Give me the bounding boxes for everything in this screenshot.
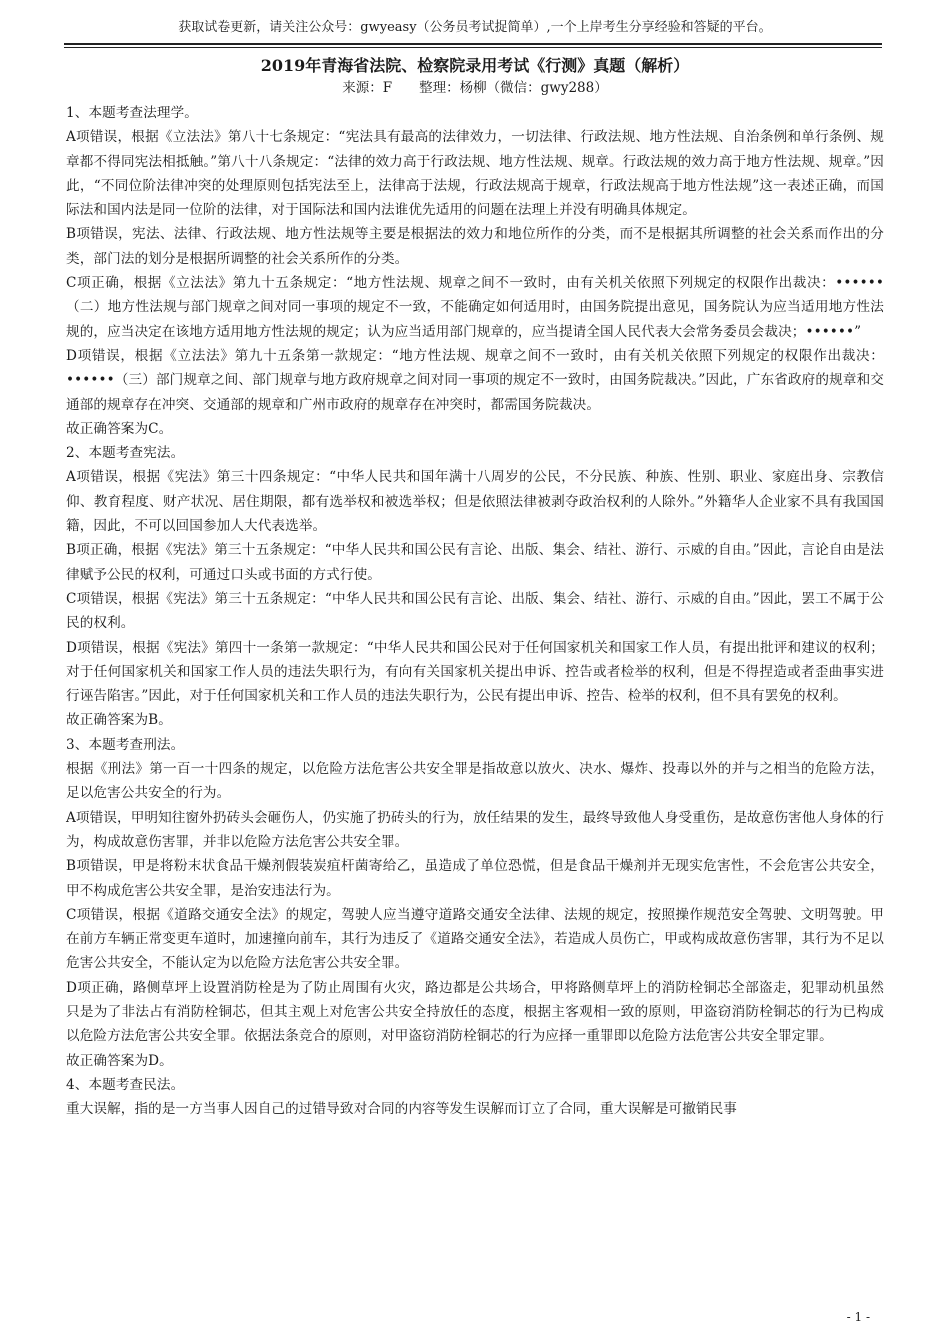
paragraph: D项错误，根据《立法法》第九十五条第一款规定：“地方性法规、规章之间不一致时，由有关机关依照下列规定的权限作出裁决：••••••（三）部门规章之间、部门规章与地方政府规章之间对同一事项的规定不一致时，由国务院裁决。”因此，广东省政府的规章和交通部的规章存在冲突、交通部的规章和广州市政府的规章存在冲突时，都需国务院裁决。 xyxy=(66,347,884,413)
paragraph: 2、本题考查宪法。 xyxy=(66,445,185,462)
paragraph: D项正确，路侧草坪上设置消防栓是为了防止周围有火灾，路边都是公共场合，甲将路侧草坪上的消防栓铜芯全部盗走，犯罪动机虽然只是为了非法占有消防栓铜芯，但其主观上对危害公共安全持放任的态度，根据主客观相一致的原则，甲盗窃消防栓铜芯的行为已构成以危险方法危害公共安全罪。依据法条竞合的原则，对甲盗窃消防栓铜芯的行为应择一重罪即以危险方法危害公共安全罪定罪。 xyxy=(66,979,884,1045)
paragraph: C项错误，根据《道路交通安全法》的规定，驾驶人应当遵守道路交通安全法律、法规的规定，按照操作规范安全驾驶、文明驾驶。甲在前方车辆正常变更车道时，加速撞向前车，其行为违反了《道路交通安全法》，若造成人员伤亡，甲或构成故意伤害罪，其行为不足以危害公共安全，不能认定为以危险方法危害公共安全罪。 xyxy=(66,906,884,972)
byline: 来源：F 整理：杨柳（微信：gwy288） xyxy=(342,80,608,96)
paragraph: 重大误解，指的是一方当事人因自己的过错导致对合同的内容等发生误解而订立了合同，重大误解是可撤销民事 xyxy=(66,1101,737,1118)
header-divider-thin xyxy=(64,47,882,48)
header-divider xyxy=(64,43,882,45)
paragraph: C项正确，根据《立法法》第九十五条规定：“地方性法规、规章之间不一致时，由有关机关依照下列规定的权限作出裁决：••••••（二）地方性法规与部门规章之间对同一事项的规定不一致，不能确定如何适用时，由国务院提出意见，国务院认为应当适用地方性法规的，应当决定在该地方适用地方性法规的规定；认为应当适用部门规章的，应当提请全国人民代表大会常务委员会裁决；••••••” xyxy=(66,275,884,340)
paragraph: A项错误，甲明知往窗外扔砖头会砸伤人，仍实施了扔砖头的行为，放任结果的发生，最终导致他人身受重伤，是故意伤害他人身体的行为，构成故意伤害罪，并非以危险方法危害公共安全罪。 xyxy=(66,809,884,850)
paragraph: B项错误，甲是将粉末状食品干燥剂假装炭疽杆菌寄给乙，虽造成了单位恐慌，但是食品干燥剂并无现实危害性，不会危害公共安全，甲不构成危害公共安全罪，是治安违法行为。 xyxy=(66,858,884,899)
paragraph: A项错误，根据《宪法》第三十四条规定：“中华人民共和国年满十八周岁的公民，不分民族、种族、性别、职业、家庭出身、宗教信仰、教育程度、财产状况、居住期限，都有选举权和被选举权；但是依照法律被剥夺政治权利的人除外。”外籍华人企业家不具有我国国籍，因此，不可以回国参加人大代表选举。 xyxy=(66,469,884,535)
paragraph: 1、本题考查法理学。 xyxy=(66,105,198,121)
paragraph: 故正确答案为C。 xyxy=(66,420,173,437)
paragraph: 4、本题考查民法。 xyxy=(66,1076,185,1093)
header-note: 获取试卷更新，请关注公众号：gwyeasy（公务员考试捉简单）,一个上岸考生分享经验和答疑的平台。 xyxy=(178,20,772,35)
paragraph: 3、本题考查刑法。 xyxy=(66,736,185,753)
paragraph: 根据《刑法》第一百一十四条的规定，以危险方法危害公共安全罪是指故意以放火、决水、爆炸、投毒以外的并与之相当的危险方法，足以危害公共安全的行为。 xyxy=(66,761,884,802)
paragraph: B项错误，宪法、法律、行政法规、地方性法规等主要是根据法的效力和地位所作的分类，而不是根据其所调整的社会关系而作出的分类，部门法的划分是根据所调整的社会关系所作的分类。 xyxy=(66,226,884,267)
paragraph: A项错误，根据《立法法》第八十七条规定：“宪法具有最高的法律效力，一切法律、行政法规、地方性法规、自治条例和单行条例、规章都不得同宪法相抵触。”第八十八条规定：“法律的效力高于行政法规、地方性法规、规章。行政法规的效力高于地方性法规、规章。”因此，“不同位阶法律冲突的处理原则包括宪法至上，法律高于法规，行政法规高于规章，行政法规高于地方性法规”这一表述正确，而国际法和国内法是同一位阶的法律，对于国际法和国内法谁优先适用的问题在法理上并没有明确具体规定。 xyxy=(66,129,884,219)
paragraph: D项错误，根据《宪法》第四十一条第一款规定：“中华人民共和国公民对于任何国家机关和国家工作人员，有提出批评和建议的权利；对于任何国家机关和国家工作人员的违法失职行为，有向有关国家机关提出申诉、控告或者检举的权利，但是不得捏造或者歪曲事实进行诬告陷害。”因此，对于任何国家机关和工作人员的违法失职行为，公民有提出申诉、控告、检举的权利，但不具有罢免的权利。 xyxy=(66,639,884,705)
page-number: - 1 - xyxy=(846,1310,870,1324)
document-body xyxy=(66,101,884,1121)
paragraph: 故正确答案为D。 xyxy=(66,1052,173,1069)
paragraph: B项正确，根据《宪法》第三十五条规定：“中华人民共和国公民有言论、出版、集会、结社、游行、示威的自由。”因此，言论自由是法律赋予公民的权利，可通过口头或书面的方式行使。 xyxy=(66,542,884,583)
paragraph: C项错误，根据《宪法》第三十五条规定：“中华人民共和国公民有言论、出版、集会、结社、游行、示威的自由。”因此，罢工不属于公民的权利。 xyxy=(66,590,884,632)
paragraph: 故正确答案为B。 xyxy=(66,712,172,729)
page-title: 2019年青海省法院、检察院录用考试《行测》真题（解析） xyxy=(260,56,690,75)
